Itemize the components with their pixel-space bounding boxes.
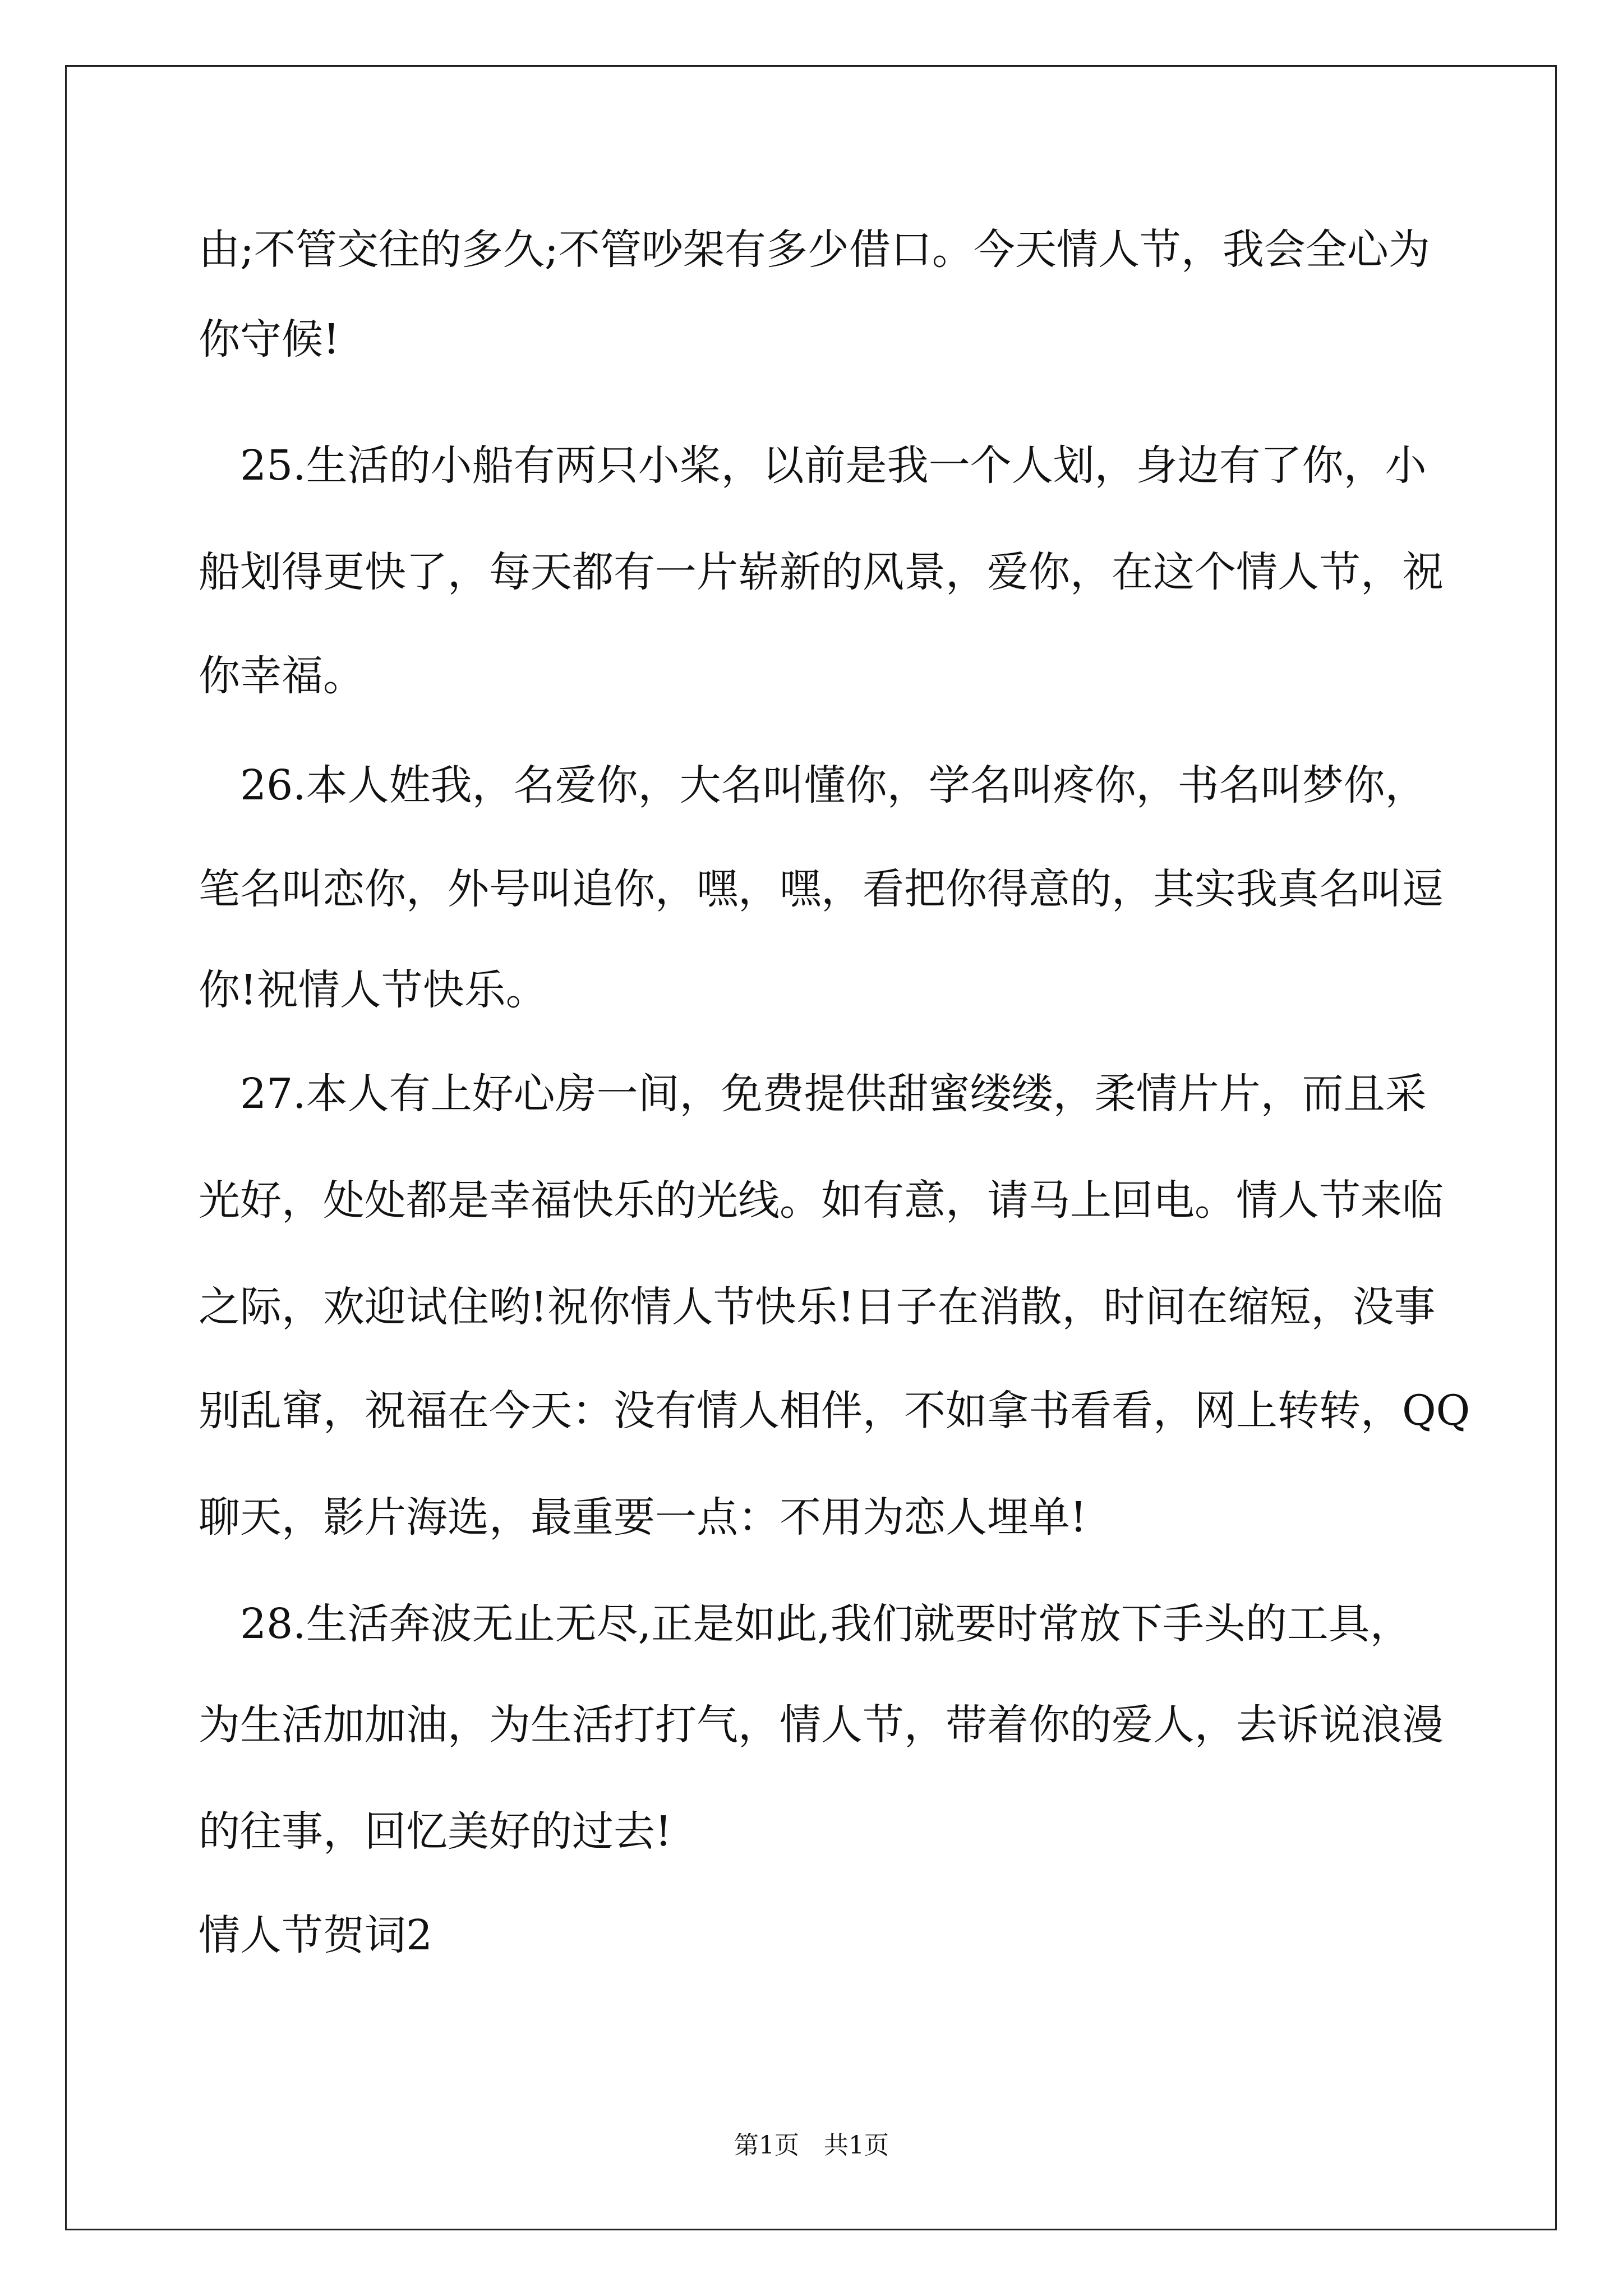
paragraph-25-line: 25.生活的小船有两只小桨，以前是我一个人划，身边有了你，小: [199, 441, 1427, 490]
text-line: 的往事，回忆美好的过去!: [199, 1807, 672, 1856]
paragraph-27-line: 27.本人有上好心房一间，免费提供甜蜜缕缕，柔情片片，而且采: [199, 1070, 1427, 1118]
text-line: 笔名叫恋你，外号叫追你，嘿，嘿，看把你得意的，其实我真名叫逗: [199, 865, 1444, 913]
text-line: 光好，处处都是幸福快乐的光线。如有意，请马上回电。情人节来临: [199, 1176, 1444, 1225]
section-heading: 情人节贺词2: [199, 1911, 433, 1959]
paragraph-26-line: 26.本人姓我，名爱你，大名叫懂你，学名叫疼你，书名叫梦你，: [199, 761, 1427, 809]
text-line: 你!祝情人节快乐。: [199, 966, 547, 1014]
text-line: 你守候!: [199, 315, 340, 364]
paragraph-28-line: 28.生活奔波无止无尽,正是如此,我们就要时常放下手头的工具，: [199, 1600, 1412, 1648]
text-line: 之际，欢迎试住哟!祝你情人节快乐!日子在消散，时间在缩短，没事: [199, 1283, 1436, 1331]
text-line: 你幸福。: [199, 652, 365, 700]
text-line: 聊天，影片海选，最重要一点：不用为恋人埋单!: [199, 1493, 1087, 1542]
text-line: 由;不管交往的多久;不管吵架有多少借口。今天情人节，我会全心为: [199, 226, 1430, 274]
text-line: 船划得更快了，每天都有一片崭新的风景，爱你，在这个情人节，祝: [199, 548, 1444, 596]
page-border: [65, 65, 1557, 2230]
text-line: 别乱窜，祝福在今天：没有情人相伴，不如拿书看看，网上转转，QQ: [199, 1387, 1470, 1435]
page-footer: 第1页 共1页: [734, 2131, 889, 2160]
text-line: 为生活加加油，为生活打打气，情人节，带着你的爱人，去诉说浪漫: [199, 1701, 1444, 1749]
